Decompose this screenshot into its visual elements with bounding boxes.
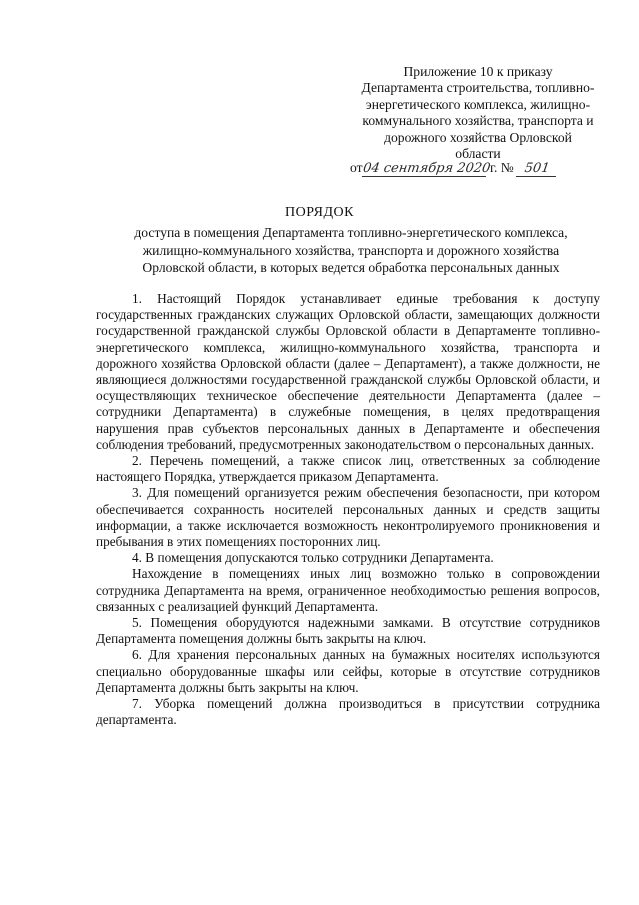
subtitle-line: жилищно-коммунального хозяйства, транспорта и дорожного хозяйства bbox=[142, 242, 560, 258]
order-date-line bbox=[350, 160, 620, 177]
appendix-line: энергетического комплекса, жилищно- bbox=[365, 96, 591, 112]
document-title: ПОРЯДОК bbox=[285, 205, 354, 220]
number-prefix: г. № bbox=[489, 160, 514, 175]
appendix-line: коммунального хозяйства, транспорта и bbox=[362, 113, 594, 129]
subtitle-line: доступа в помещения Департамента топливно-энергетического комплекса, bbox=[134, 225, 568, 240]
paragraph-2: 2. Перечень помещений, а также список лиц, ответственных за соблюдение настоящего Порядка, утверждается приказом Департамента. bbox=[96, 453, 600, 485]
paragraph-4-continued: Нахождение в помещениях иных лиц возможно только в сопровождении сотрудника Департамента на время, ограниченное необходимостью решения вопросов, связанных с реализацией функций Департамента. bbox=[96, 566, 600, 614]
date-prefix: от bbox=[350, 160, 363, 175]
document-body bbox=[96, 291, 600, 728]
appendix-line: Департамента строительства, топливно- bbox=[361, 80, 595, 96]
paragraph-1: 1. Настоящий Порядок устанавливает единые требования к доступу государственных гражданских служащих Орловской области, замещающих должности государственной гражданской службы Орловской области в Департаменте топливно-энергетического комплекса, жилищно-коммунального хозяйства, транспорта и дорожного хозяйства Орловской области (далее – Департамент), а также должности, не являющиеся должностями государственной гражданской службы Орловской области, и осуществляющих техническое обеспечение деятельности Департамента (далее – сотрудники Департамента) в служебные помещения, в целях предотвращения нарушения прав субъектов персональных данных в Департаменте и обеспечения соблюдения требований, предусмотренных законодательством о персональных данных. bbox=[96, 291, 600, 452]
appendix-line: дорожного хозяйства Орловской bbox=[384, 129, 572, 145]
handwritten-date: 04 сентября 2020 bbox=[361, 161, 491, 176]
subtitle-line: Орловской области, в которых ведется обработка персональных данных bbox=[142, 260, 560, 275]
paragraph-3: 3. Для помещений организуется режим обеспечения безопасности, при котором обеспечивается сохранность носителей персональных данных и средств защиты информации, а также исключается возможность неконтролируемого проникновения и пребывания в этих помещениях посторонних лиц. bbox=[96, 485, 600, 550]
appendix-line: области bbox=[455, 146, 501, 162]
appendix-header bbox=[328, 64, 628, 162]
paragraph-5: 5. Помещения оборудуются надежными замками. В отсутствие сотрудников Департамента помещения должны быть закрыты на ключ. bbox=[96, 615, 600, 647]
document-subtitle bbox=[96, 224, 606, 277]
appendix-line: Приложение 10 к приказу bbox=[403, 64, 553, 79]
handwritten-order-number: 501 bbox=[516, 161, 558, 177]
paragraph-6: 6. Для хранения персональных данных на бумажных носителях используются специально оборудованные шкафы или сейфы, которые в отсутствие сотрудников Департамента должны быть закрыты на ключ. bbox=[96, 647, 600, 695]
paragraph-7: 7. Уборка помещений должна производиться в присутствии сотрудника департамента. bbox=[96, 696, 600, 728]
paragraph-4: 4. В помещения допускаются только сотрудники Департамента. bbox=[132, 550, 494, 566]
